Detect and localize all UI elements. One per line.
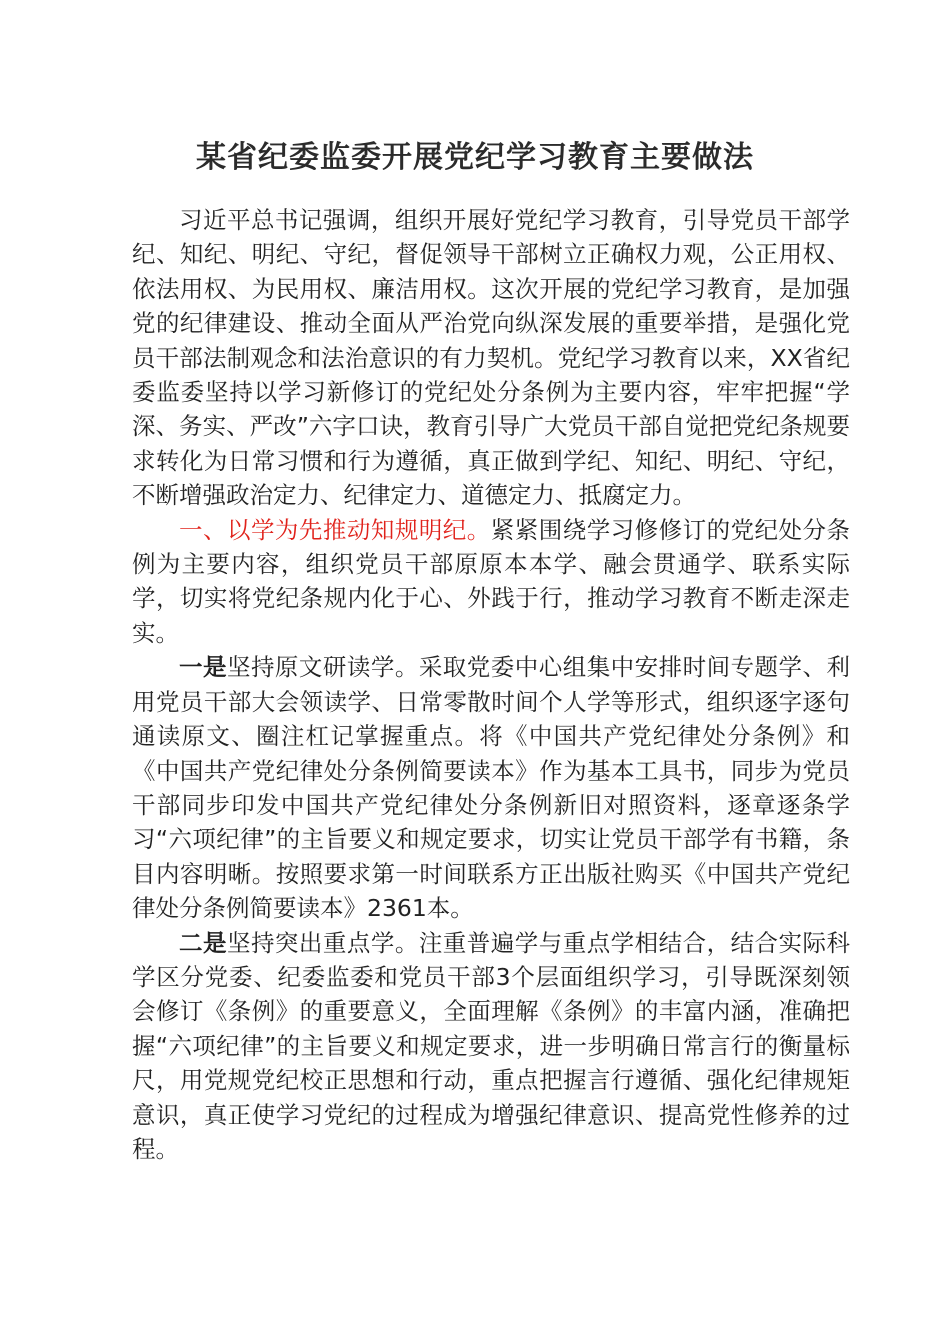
point-two-lead: 二是 [179,928,227,957]
document-title: 某省纪委监委开展党纪学习教育主要做法 [196,140,754,175]
point-two-paragraph [132,926,850,1167]
document-body [132,203,850,1166]
point-one-text: 坚持原文研读学。采取党委中心组集中安排时间专题学、利用党员干部大会领读学、日常零散时间个人学等形式，组织逐字逐句通读原文、圈注杠记掌握重点。将《中国共产党纪律处分条例》和《中国共产党纪律处分条例简要读本》作为基本工具书，同步为党员干部同步印发中国共产党纪律处分条例新旧对照资料，逐章逐条学习“六项纪律”的主旨要义和规定要求，切实让党员干部学有书籍，条目内容明晰。按照要求第一时间联系方正出版社购买《中国共产党纪律处分条例简要读本》2361本。 [132,653,851,923]
point-one-paragraph [132,650,850,925]
intro-paragraph [132,203,850,513]
section-one-heading: 一、以学为先推动知规明纪。 [179,515,491,544]
point-one-lead: 一是 [179,653,227,682]
section-one-text: 紧紧围绕学习修修订的党纪处分条例为主要内容，组织党员干部原原本本学、融会贯通学、联系实际学，切实将党纪条规内化于心、外践于行，推动学习教育不断走深走实。 [132,515,851,647]
section-one-paragraph [132,513,850,651]
intro-paragraph-text: 习近平总书记强调，组织开展好党纪学习教育，引导党员干部学纪、知纪、明纪、守纪，督促领导干部树立正确权力观，公正用权、依法用权、为民用权、廉洁用权。这次开展的党纪学习教育，是加强党的纪律建设、推动全面从严治党向纵深发展的重要举措，是强化党员干部法制观念和法治意识的有力契机。党纪学习教育以来，XX省纪委监委坚持以学习新修订的党纪处分条例为主要内容，牢牢把握“学深、务实、严改”六字口诀，教育引导广大党员干部自觉把党纪条规要求转化为日常习惯和行为遵循，真正做到学纪、知纪、明纪、守纪，不断增强政治定力、纪律定力、道德定力、抵腐定力。 [132,206,850,510]
point-two-text: 坚持突出重点学。注重普遍学与重点学相结合，结合实际科学区分党委、纪委监委和党员干部3个层面组织学习，引导既深刻领会修订《条例》的重要意义，全面理解《条例》的丰富内涵，准确把握“六项纪律”的主旨要义和规定要求，进一步明确日常言行的衡量标尺，用党规党纪校正思想和行动，重点把握言行遵循、强化纪律规矩意识，真正使学习党纪的过程成为增强纪律意识、提高党性修养的过程。 [132,928,851,1163]
